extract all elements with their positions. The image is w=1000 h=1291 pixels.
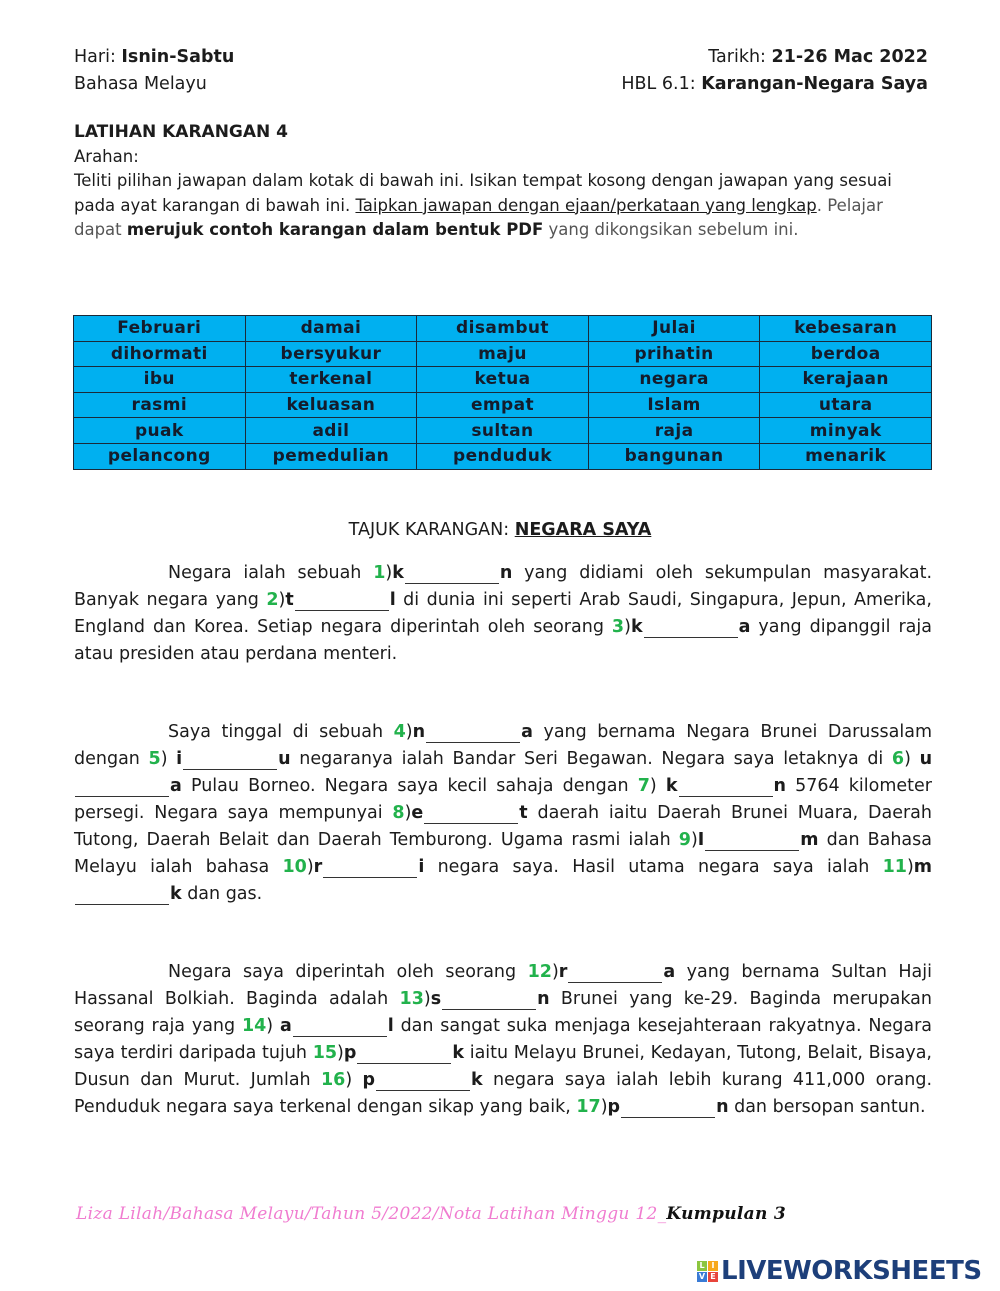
- question-number: 1: [373, 563, 386, 583]
- hint-first-letter: n: [412, 722, 426, 742]
- question-number: 13: [399, 989, 424, 1009]
- answer-input-3[interactable]: [644, 619, 738, 638]
- essay-paragraph-3: [74, 959, 932, 1121]
- live-badge-icon: [697, 1261, 718, 1282]
- logo-letter-tile: I: [708, 1261, 718, 1271]
- word-bank-cell: empat: [417, 392, 589, 418]
- question-paren: ): [160, 749, 177, 769]
- answer-input-8[interactable]: [424, 805, 518, 824]
- hint-first-letter: a: [279, 1016, 292, 1036]
- question-number: 15: [312, 1043, 338, 1063]
- day-field: [74, 44, 234, 71]
- fill-blank-8: [392, 803, 527, 823]
- hint-last-letter: n: [716, 1097, 729, 1117]
- answer-input-12[interactable]: [568, 964, 662, 983]
- question-number: 17: [576, 1097, 601, 1117]
- answer-input-16[interactable]: [376, 1072, 470, 1091]
- word-bank-cell: minyak: [760, 418, 932, 444]
- answer-input-9[interactable]: [705, 832, 799, 851]
- hint-first-letter: k: [630, 617, 643, 637]
- hint-last-letter: i: [418, 857, 425, 877]
- essay-text: 5764 kilometer persegi. Negara saya mempunyai: [74, 776, 932, 823]
- question-paren: ): [624, 617, 631, 637]
- logo-letter-tile: V: [698, 1272, 706, 1281]
- question-number: 10: [282, 857, 307, 877]
- hint-first-letter: p: [343, 1043, 357, 1063]
- fill-blank-10: [282, 857, 424, 877]
- essay-text: Brunei yang ke-29. Baginda merupakan seorang raja yang: [74, 989, 932, 1036]
- hint-first-letter: r: [313, 857, 323, 877]
- answer-input-7[interactable]: [679, 778, 773, 797]
- essay-text: negara saya. Hasil utama negara saya ialah: [424, 857, 883, 877]
- fill-blank-13: [400, 989, 550, 1009]
- question-paren: ): [904, 749, 920, 769]
- word-bank-cell: bangunan: [588, 443, 760, 469]
- word-bank-row: [74, 418, 932, 444]
- essay-text: yang bernama Sultan Haji Hassanal Bolkiah. Baginda adalah: [74, 962, 932, 1009]
- question-paren: ): [278, 590, 286, 610]
- word-bank-cell: adil: [245, 418, 417, 444]
- question-number: 6: [891, 749, 905, 769]
- question-number: 12: [527, 962, 552, 982]
- fill-blank-1: [373, 563, 512, 583]
- word-bank-row: [74, 341, 932, 367]
- essay-text: yang didiami oleh sekumpulan masyarakat. Banyak negara yang: [74, 563, 933, 610]
- hint-last-letter: k: [170, 884, 182, 904]
- essay-text: Saya tinggal di sebuah: [168, 722, 394, 742]
- word-bank-row: [74, 316, 932, 342]
- answer-input-4[interactable]: [426, 724, 520, 743]
- essay-text: daerah iaitu Daerah Brunei Muara, Daerah Tutong, Daerah Belait dan Daerah Temburong. Ugama rasmi ialah: [74, 803, 932, 850]
- essay-text: dan Bahasa Melayu ialah bahasa: [74, 830, 932, 877]
- date-value: 21-26 Mac 2022: [771, 47, 928, 67]
- word-bank-cell: puak: [74, 418, 246, 444]
- question-paren: ): [551, 962, 559, 982]
- hint-last-letter: n: [499, 563, 513, 583]
- word-bank-cell: negara: [588, 367, 760, 393]
- word-bank-cell: berdoa: [760, 341, 932, 367]
- day-label: Hari:: [74, 47, 116, 67]
- fill-blank-2: [266, 590, 395, 610]
- question-paren: ): [404, 803, 412, 823]
- footer-credit: [76, 1204, 786, 1224]
- question-number: 2: [266, 590, 279, 610]
- question-paren: ): [600, 1097, 608, 1117]
- word-bank-cell: penduduk: [417, 443, 589, 469]
- essay-text: negara saya ialah lebih kurang 411,000 orang. Penduduk negara saya terkenal dengan sikap yang baik,: [74, 1070, 933, 1117]
- question-paren: ): [423, 989, 431, 1009]
- fill-blank-16: [321, 1070, 483, 1090]
- answer-input-17[interactable]: [621, 1099, 715, 1118]
- hint-first-letter: p: [607, 1097, 621, 1117]
- essay-paragraph-1: [74, 560, 932, 668]
- question-paren: ): [266, 1016, 280, 1036]
- hint-last-letter: a: [738, 617, 751, 637]
- essay-title-label: TAJUK KARANGAN:: [348, 520, 510, 540]
- word-bank-cell: kebesaran: [760, 316, 932, 342]
- word-bank-cell: dihormati: [74, 341, 246, 367]
- word-bank-cell: damai: [245, 316, 417, 342]
- fill-blank-5: [149, 749, 291, 769]
- question-paren: ): [649, 776, 666, 796]
- essay-text: dan gas.: [181, 884, 263, 904]
- word-bank-cell: pelancong: [74, 443, 246, 469]
- essay-text: negaranya ialah Bandar Seri Begawan. Negara saya letaknya di: [290, 749, 892, 769]
- logo-letter-tile: L: [697, 1261, 707, 1271]
- question-number: 7: [637, 776, 650, 796]
- word-bank-cell: rasmi: [74, 392, 246, 418]
- fill-blank-14: [242, 1016, 394, 1036]
- hint-last-letter: n: [773, 776, 786, 796]
- question-paren: ): [385, 563, 393, 583]
- fill-blank-3: [612, 617, 750, 637]
- fill-blank-9: [679, 830, 819, 850]
- essay-text: yang bernama Negara Brunei Darussalam dengan: [74, 722, 932, 769]
- question-paren: ): [345, 1070, 363, 1090]
- word-bank-row: [74, 392, 932, 418]
- answer-input-2[interactable]: [295, 592, 389, 611]
- question-number: 4: [393, 722, 406, 742]
- question-paren: ): [906, 857, 914, 877]
- essay-text: Pulau Borneo. Negara saya kecil sahaja dengan: [181, 776, 638, 796]
- word-bank-cell: disambut: [417, 316, 589, 342]
- group-label: Kumpulan 3: [666, 1204, 786, 1224]
- hint-first-letter: t: [285, 590, 294, 610]
- lesson-value: Karangan-Negara Saya: [701, 74, 928, 94]
- instructions-bold: merujuk contoh karangan dalam bentuk PDF: [126, 220, 544, 239]
- liveworksheets-logo: [697, 1256, 982, 1286]
- instructions-emphasis: Taipkan jawapan dengan ejaan/perkataan yang lengkap: [355, 195, 817, 215]
- fill-blank-4: [394, 722, 533, 742]
- answer-input-13[interactable]: [442, 991, 536, 1010]
- instructions-label: Arahan:: [74, 146, 139, 166]
- hint-last-letter: k: [452, 1043, 465, 1063]
- word-bank-cell: raja: [588, 418, 760, 444]
- lesson-field: [621, 71, 928, 98]
- essay-text: dan sangat suka menjaga kesejahteraan rakyatnya. Negara saya terdiri daripada tujuh: [74, 1016, 932, 1063]
- hint-last-letter: l: [387, 1016, 394, 1036]
- hint-last-letter: a: [170, 776, 182, 796]
- word-bank-table: [73, 315, 932, 470]
- hint-first-letter: p: [362, 1070, 376, 1090]
- word-bank-cell: Februari: [74, 316, 246, 342]
- credit-text: Liza Lilah/Bahasa Melayu/Tahun 5/2022/Nota Latihan Minggu 12_: [76, 1204, 667, 1224]
- fill-blank-17: [576, 1097, 728, 1117]
- word-bank-cell: ketua: [417, 367, 589, 393]
- logo-letter-tile: E: [708, 1272, 718, 1282]
- hint-first-letter: k: [392, 563, 404, 583]
- instructions-text-part: yang dikongsikan sebelum ini.: [543, 220, 799, 239]
- question-number: 5: [148, 749, 161, 769]
- hint-last-letter: a: [521, 722, 533, 742]
- hint-last-letter: n: [537, 989, 550, 1009]
- essay-text: iaitu Melayu Brunei, Kedayan, Tutong, Belait, Bisaya, Dusun dan Murut. Jumlah: [74, 1043, 932, 1090]
- question-number: 14: [241, 1016, 267, 1036]
- instructions-text-part: . Pelajar dapat: [74, 195, 883, 239]
- hint-first-letter: i: [176, 749, 183, 769]
- hint-first-letter: s: [430, 989, 442, 1009]
- word-bank-cell: Julai: [588, 316, 760, 342]
- hint-last-letter: k: [471, 1070, 483, 1090]
- essay-paragraph-2: [74, 719, 932, 908]
- essay-text: Negara ialah sebuah: [168, 563, 374, 583]
- hint-last-letter: a: [663, 962, 676, 982]
- word-bank-cell: terkenal: [245, 367, 417, 393]
- hint-first-letter: I: [697, 830, 705, 850]
- hint-first-letter: r: [558, 962, 568, 982]
- hint-first-letter: k: [665, 776, 678, 796]
- word-bank-cell: keluasan: [245, 392, 417, 418]
- lesson-label: HBL 6.1:: [621, 74, 696, 94]
- answer-input-5[interactable]: [183, 751, 277, 770]
- word-bank-cell: Islam: [588, 392, 760, 418]
- hint-last-letter: u: [278, 749, 291, 769]
- question-number: 11: [882, 857, 907, 877]
- fill-blank-15: [313, 1043, 464, 1063]
- instructions-text: [74, 169, 934, 243]
- answer-input-11[interactable]: [75, 886, 169, 905]
- hint-last-letter: t: [519, 803, 528, 823]
- answer-input-6[interactable]: [75, 778, 169, 797]
- answer-input-14[interactable]: [293, 1018, 387, 1037]
- question-number: 3: [611, 617, 625, 637]
- exercise-title: LATIHAN KARANGAN 4: [74, 122, 289, 142]
- question-paren: ): [306, 857, 314, 877]
- hint-last-letter: l: [389, 590, 396, 610]
- question-paren: ): [337, 1043, 344, 1063]
- fill-blank-12: [528, 962, 676, 982]
- hint-first-letter: e: [411, 803, 424, 823]
- word-bank-cell: maju: [417, 341, 589, 367]
- question-paren: ): [690, 830, 698, 850]
- question-number: 8: [392, 803, 405, 823]
- word-bank-row: [74, 443, 932, 469]
- word-bank-cell: sultan: [417, 418, 589, 444]
- word-bank-row: [74, 367, 932, 393]
- essay-text: Negara saya diperintah oleh seorang: [168, 962, 528, 982]
- word-bank-cell: kerajaan: [760, 367, 932, 393]
- date-label: Tarikh:: [708, 47, 766, 67]
- brand-name: LIVEWORKSHEETS: [721, 1256, 982, 1286]
- subject-label: Bahasa Melayu: [74, 74, 207, 94]
- word-bank-cell: ibu: [74, 367, 246, 393]
- instructions: [74, 120, 934, 243]
- hint-last-letter: m: [800, 830, 819, 850]
- answer-input-1[interactable]: [405, 565, 499, 584]
- question-paren: ): [405, 722, 413, 742]
- word-bank-cell: pemedulian: [245, 443, 417, 469]
- answer-input-10[interactable]: [323, 859, 417, 878]
- answer-input-15[interactable]: [357, 1045, 451, 1064]
- worksheet-header: [74, 44, 928, 98]
- essay-title: [0, 520, 1000, 540]
- hint-first-letter: u: [919, 749, 933, 769]
- essay-title-value: NEGARA SAYA: [514, 520, 652, 540]
- question-number: 16: [320, 1070, 346, 1090]
- question-number: 9: [678, 830, 691, 850]
- essay-text: dan bersopan santun.: [728, 1097, 926, 1117]
- word-bank-cell: utara: [760, 392, 932, 418]
- word-bank-cell: bersyukur: [245, 341, 417, 367]
- date-field: [708, 44, 928, 71]
- essay-text: di dunia ini seperti Arab Saudi, Singapura, Jepun, Amerika, England dan Korea. Setiap negara diperintah oleh seorang: [74, 590, 932, 637]
- hint-first-letter: m: [913, 857, 933, 877]
- essay-text: yang dipanggil raja atau presiden atau perdana menteri.: [74, 617, 932, 664]
- day-value: Isnin-Sabtu: [121, 47, 235, 67]
- word-bank-cell: prihatin: [588, 341, 760, 367]
- instructions-text-part: Teliti pilihan jawapan dalam kotak di bawah ini. Isikan tempat kosong dengan jawapan yang sesuai pada ayat karangan di bawah ini.: [74, 171, 892, 215]
- word-bank-cell: menarik: [760, 443, 932, 469]
- fill-blank-7: [638, 776, 786, 796]
